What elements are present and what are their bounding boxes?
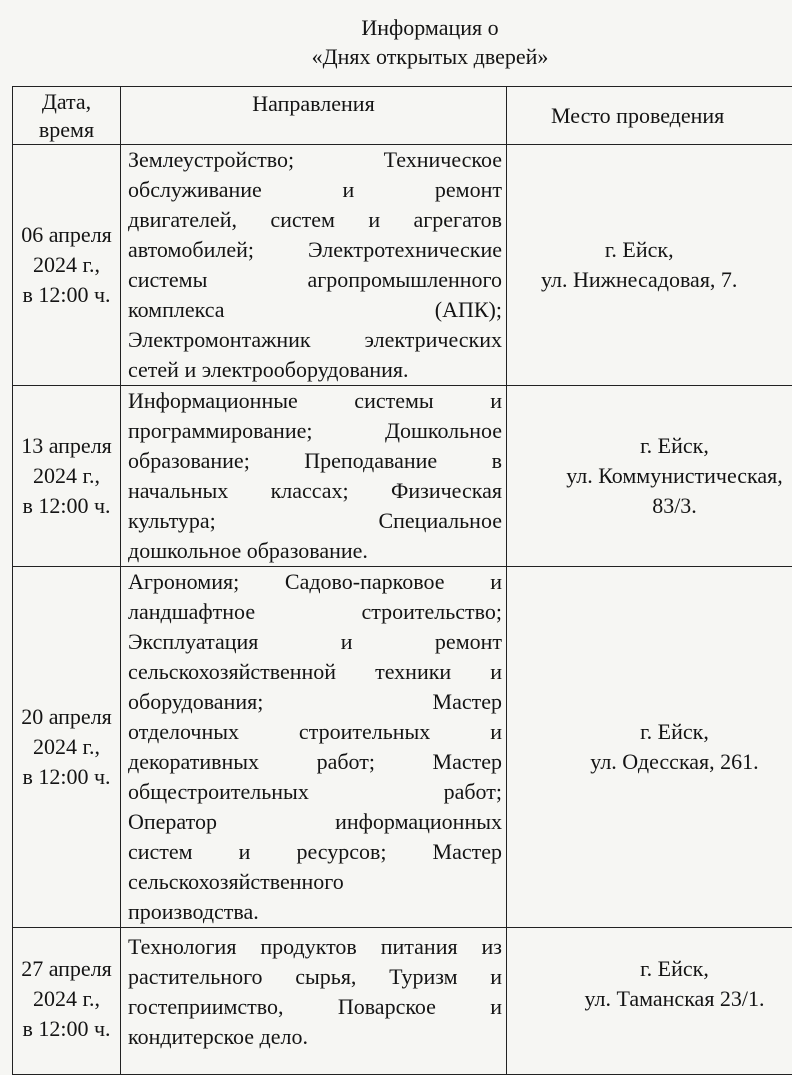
- direction-line: декоративных работ; Мастер: [128, 747, 502, 777]
- directions-cell: [121, 145, 507, 386]
- place-city: г. Ейск,: [507, 431, 792, 461]
- direction-line: двигателей, систем и агрегатов: [128, 205, 502, 235]
- date-day: 20 апреля: [21, 704, 112, 729]
- direction-line: оборудования; Мастер: [128, 687, 502, 717]
- table-row: [13, 145, 792, 386]
- document-title-line-2: «Днях открытых дверей»: [0, 42, 792, 72]
- direction-line: обслуживание и ремонт: [128, 175, 502, 205]
- direction-line: кондитерское дело.: [128, 1022, 502, 1052]
- direction-line: программирование; Дошкольное: [128, 416, 502, 446]
- place-cell: [507, 145, 792, 386]
- date-time: в 12:00 ч.: [22, 764, 110, 789]
- table-row: [13, 386, 792, 567]
- date-year: 2024 г.,: [33, 463, 100, 488]
- direction-line: общестроительных работ;: [128, 777, 502, 807]
- direction-line: Оператор информационных: [128, 807, 502, 837]
- direction-line: автомобилей; Электротехнические: [128, 235, 502, 265]
- header-date: [13, 87, 121, 145]
- direction-line: сельскохозяйственной техники и: [128, 657, 502, 687]
- direction-line: сельскохозяйственного: [128, 867, 502, 897]
- place-street: ул. Одесская, 261.: [507, 747, 792, 777]
- direction-line: образование; Преподавание в: [128, 446, 502, 476]
- direction-line: дошкольное образование.: [128, 536, 502, 566]
- date-cell: [13, 145, 121, 386]
- document-title-line-1: Информация о: [0, 13, 792, 43]
- direction-line: отделочных строительных и: [128, 717, 502, 747]
- directions-cell: [121, 386, 507, 567]
- place-cell: [507, 386, 792, 567]
- place-street: ул. Нижнесадовая, 7.: [541, 265, 737, 295]
- direction-line: ландшафтное строительство;: [128, 597, 502, 627]
- date-day: 13 апреля: [21, 433, 112, 458]
- date-year: 2024 г.,: [33, 986, 100, 1011]
- place-building: 83/3.: [507, 491, 792, 521]
- direction-line: Эксплуатация и ремонт: [128, 627, 502, 657]
- date-time: в 12:00 ч.: [22, 493, 110, 518]
- header-date-line-2: время: [39, 117, 94, 142]
- direction-line: комплекса (АПК);: [128, 295, 502, 325]
- date-cell: [13, 928, 121, 1075]
- table-row: [13, 928, 792, 1075]
- header-place: Место проведения: [507, 87, 792, 145]
- direction-line: Электромонтажник электрических: [128, 325, 502, 355]
- direction-line: Землеустройство; Техническое: [128, 145, 502, 175]
- direction-line: начальных классах; Физическая: [128, 476, 502, 506]
- direction-line: культура; Специальное: [128, 506, 502, 536]
- place-city: г. Ейск,: [507, 717, 792, 747]
- date-cell: [13, 567, 121, 928]
- date-year: 2024 г.,: [33, 734, 100, 759]
- place-city: г. Ейск,: [507, 954, 792, 984]
- place-street: ул. Таманская 23/1.: [507, 984, 792, 1014]
- date-cell: [13, 386, 121, 567]
- direction-line: Агрономия; Садово-парковое и: [128, 567, 502, 597]
- direction-line: Технология продуктов питания из: [128, 932, 502, 962]
- direction-line: систем и ресурсов; Мастер: [128, 837, 502, 867]
- date-time: в 12:00 ч.: [22, 282, 110, 307]
- directions-cell: [121, 928, 507, 1075]
- place-cell: [507, 567, 792, 928]
- place-city: г. Ейск,: [541, 235, 737, 265]
- direction-line: производства.: [128, 897, 502, 927]
- direction-line: системы агропромышленного: [128, 265, 502, 295]
- date-day: 06 апреля: [21, 222, 112, 247]
- open-days-table: [12, 86, 792, 1075]
- direction-line: растительного сырья, Туризм и: [128, 962, 502, 992]
- date-day: 27 апреля: [21, 956, 112, 981]
- direction-line: гостеприимство, Поварское и: [128, 992, 502, 1022]
- table-header-row: [13, 87, 792, 145]
- directions-cell: [121, 567, 507, 928]
- table-row: [13, 567, 792, 928]
- header-directions: Направления: [121, 87, 507, 145]
- date-time: в 12:00 ч.: [22, 1016, 110, 1041]
- header-date-line-1: Дата,: [42, 89, 91, 114]
- date-year: 2024 г.,: [33, 252, 100, 277]
- direction-line: сетей и электрооборудования.: [128, 355, 502, 385]
- place-cell: [507, 928, 792, 1075]
- direction-line: Информационные системы и: [128, 386, 502, 416]
- place-street: ул. Коммунистическая,: [507, 461, 792, 491]
